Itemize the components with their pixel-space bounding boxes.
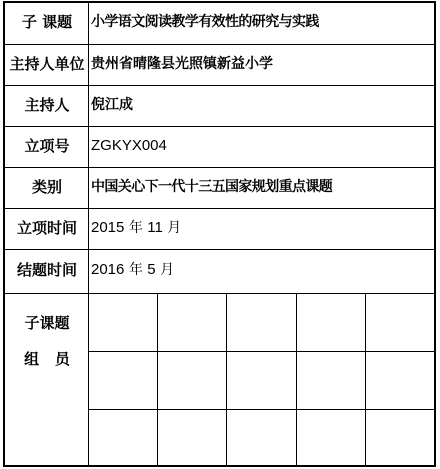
label-host-unit: 主持人单位 [9, 55, 85, 73]
row-divider [4, 249, 435, 250]
member-cell [89, 351, 157, 407]
label-approval-date: 立项时间 [16, 219, 77, 237]
value-host: 倪江成 [91, 97, 133, 113]
member-cell [158, 294, 226, 350]
value-project-number: ZGKYX004 [91, 137, 167, 154]
approval-year-unit: 年 [124, 220, 148, 236]
value-subtopic: 小学语文阅读教学有效性的研究与实践 [91, 14, 319, 30]
value-approval-date [91, 219, 181, 237]
label-category: 类别 [31, 178, 62, 196]
member-cell [297, 409, 365, 465]
approval-year: 2015 [91, 219, 125, 236]
member-cell [158, 409, 226, 465]
value-completion-date [91, 261, 174, 279]
approval-month: 11 [147, 219, 163, 236]
member-cell [297, 294, 365, 350]
member-cell [227, 409, 295, 465]
row-divider [4, 44, 435, 45]
completion-month: 5 [147, 261, 156, 278]
value-host-unit: 贵州省晴隆县光照镇新益小学 [91, 56, 273, 72]
member-cell [89, 294, 157, 350]
label-members-line1: 子课题 [24, 314, 70, 332]
member-cell [366, 409, 434, 465]
label-members-line2: 组 员 [24, 350, 70, 368]
label-subtopic: 子 课题 [21, 13, 73, 31]
row-divider [4, 208, 435, 209]
member-cell [227, 351, 295, 407]
member-cell [297, 351, 365, 407]
completion-month-unit: 月 [155, 262, 175, 278]
completion-year: 2016 [91, 261, 125, 278]
label-completion-date: 结题时间 [16, 261, 77, 279]
member-cell [366, 351, 434, 407]
row-divider [4, 126, 435, 127]
label-project-number: 立项号 [24, 137, 70, 155]
member-cell [366, 294, 434, 350]
row-divider [4, 85, 435, 86]
label-host: 主持人 [24, 96, 70, 114]
value-category: 中国关心下一代十三五国家规划重点课题 [91, 179, 333, 195]
member-cell [89, 409, 157, 465]
approval-month-unit: 月 [162, 220, 182, 236]
row-divider [4, 167, 435, 168]
completion-year-unit: 年 [124, 262, 148, 278]
member-cell [227, 294, 295, 350]
member-cell [158, 351, 226, 407]
